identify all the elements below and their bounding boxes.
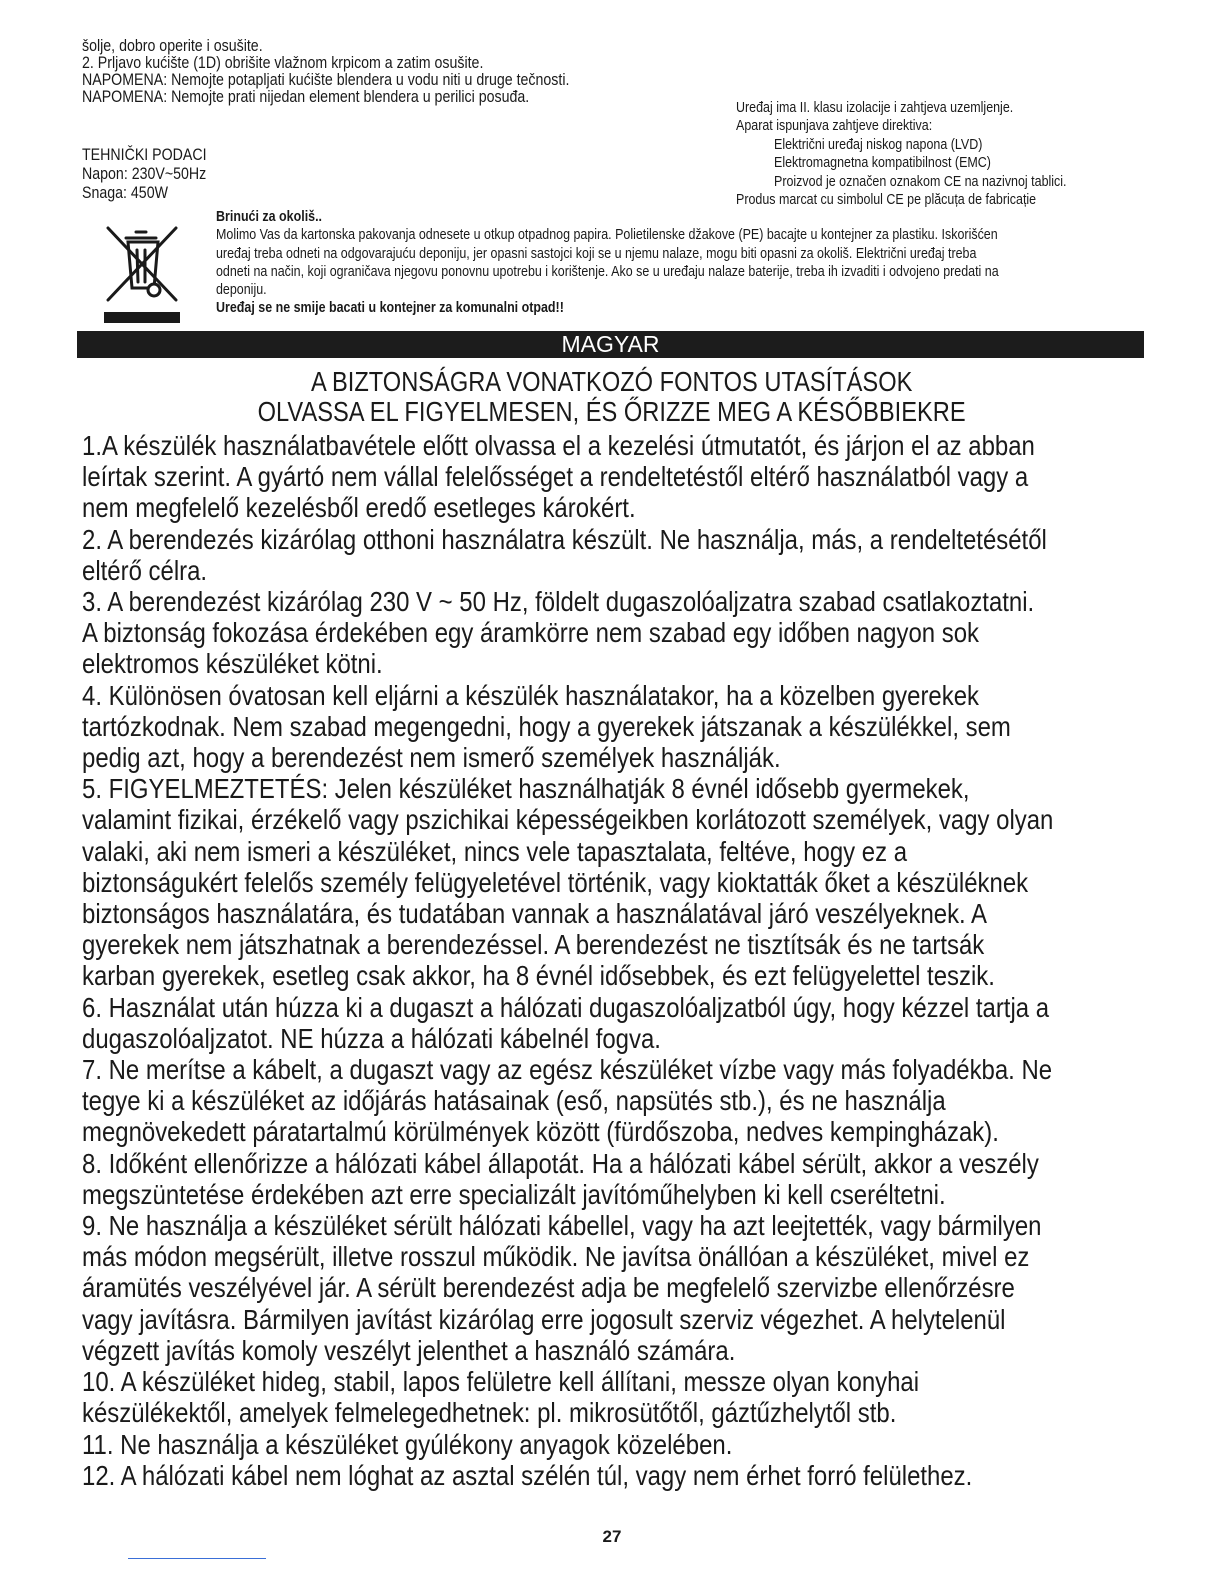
instruction-line: 10. A készüléket hideg, stabil, lapos felületre kell állítani, messze olyan konyhai [82, 1366, 920, 1398]
instruction-line: 4. Különösen óvatosan kell eljárni a készülék használatakor, ha a közelben gyerekek [82, 679, 979, 711]
safety-instructions [82, 430, 1218, 1491]
footer-rule [128, 1558, 266, 1559]
page-number: 27 [602, 1527, 622, 1546]
instruction-line: megszüntetése érdekében azt erre specializált javítóműhelyben ki kell cseréltetni. [82, 1178, 946, 1210]
instruction-line: pedig azt, hogy a berendezést nem ismerő személyek használják. [82, 742, 781, 774]
instruction-line: más módon megsérült, illetve rosszul működik. Ne javítsa önállóan a készüléket, mivel ez [82, 1241, 1030, 1273]
instruction-line: 8. Időként ellenőrizze a hálózati kábel állapotát. Ha a hálózati kábel sérült, akkor a veszély [82, 1147, 1039, 1179]
instruction-line: 7. Ne merítse a kábelt, a dugaszt vagy az egész készüléket vízbe vagy más folyadékba. Ne [82, 1054, 1053, 1086]
ce-marking-text: Proizvod je označen oznakom CE na nazivnoj tablici. [774, 173, 1067, 190]
instruction-line: eltérő célra. [82, 554, 208, 586]
disposal-warning: Uređaj se ne smije bacati u kontejner za komunalni otpad!! [216, 300, 564, 317]
instruction-line: leírtak szerint. A gyártó nem vállal felelősséget a rendeltetéstől eltérő használatból vagy a [82, 461, 1029, 493]
instruction-line: áramütés veszélyével jár. A sérült berendezést adja be megfelelő szervizbe ellenőrzésre [82, 1272, 1015, 1304]
compliance-block [736, 99, 1114, 209]
top-left-line: NAPOMENA: Nemojte prati nijedan element blendera u perilici posuđa. [82, 88, 530, 106]
instruction-line: 11. Ne használja a készüléket gyúlékony anyagok közelében. [82, 1428, 733, 1460]
environment-line: uređaj treba odneti na odgovarajuću deponiju, jer opasni sastojci koji se u njemu nalaze, mogu biti opasni za okoliš. Električni uređaj treba [216, 245, 977, 262]
insulation-class-text: Uređaj ima II. klasu izolacije i zahtjeva uzemljenje. [736, 100, 1014, 116]
instruction-line: vagy javításra. Bármilyen javítást kizárólag erre jogosult szerviz végezhet. A helytelenül [82, 1303, 1006, 1335]
environment-line: Molimo Vas da kartonska pakovanja odnesete u otkup otpadnog papira. Polietilenske džakove (PE) bacajte u kontejner za plastiku. Iskorišćen [216, 227, 998, 244]
instruction-line: karban gyerekek, esetleg csak akkor, ha 8 évnél idősebbek, és ezt felügyelettel teszik. [82, 960, 995, 992]
crossed-out-wheelie-bin-icon [104, 224, 180, 324]
directive-emc: Elektromagnetna kompatibilnost (EMC) [774, 155, 991, 172]
specs-heading: TEHNIČKI PODACI [82, 146, 207, 164]
environment-notice [216, 208, 1126, 318]
instruction-line: készülékektől, amelyek felmelegedhetnek: pl. mikrosütőtől, gáztűzhelytől stb. [82, 1397, 897, 1429]
instruction-line: elektromos készüléket kötni. [82, 648, 383, 680]
instruction-line: tartózkodnak. Nem szabad megengedni, hogy a gyerekek játszanak a készülékkel, sem [82, 710, 1011, 742]
instruction-line: 5. FIGYELMEZTETÉS: Jelen készüléket használhatják 8 évnél idősebb gyermekek, [82, 773, 970, 805]
instruction-line: nem megfelelő kezelésből eredő esetleges károkért. [82, 492, 636, 524]
instruction-line: 3. A berendezést kizárólag 230 V ~ 50 Hz, földelt dugaszolóaljzatra szabad csatlakoztatni. [82, 586, 1035, 618]
instruction-line: valaki, aki nem ismeri a készüléket, nincs vele tapasztalata, feltéve, hogy ez a [82, 835, 908, 867]
safety-title [0, 367, 1224, 427]
top-left-line: šolje, dobro operite i osušite. [82, 37, 263, 55]
instruction-line: megnövekedett páratartalmú körülmények között (fürdőszoba, nedves kempingházak). [82, 1116, 999, 1148]
directive-lvd: Električni uređaj niskog napona (LVD) [774, 136, 983, 153]
directives-intro: Aparat ispunjava zahtjeve direktiva: [736, 118, 933, 135]
ce-marking-ro-text: Produs marcat cu simbolul CE pe plăcuța de fabricație [736, 192, 1037, 209]
instruction-line: biztonságos használatára, és tudatában vannak a használatával járó veszélyeknek. A [82, 898, 987, 930]
top-left-text-block [82, 38, 649, 106]
safety-title-line2: OLVASSA EL FIGYELMESEN, ÉS ŐRIZZE MEG A KÉSŐBBIEKRE [258, 396, 966, 427]
language-section-bar: MAGYAR [77, 331, 1144, 358]
instruction-line: dugaszolóaljzatot. NE húzza a hálózati kábelnél fogva. [82, 1022, 661, 1054]
top-left-line: 2. Prljavo kućište (1D) obrišite vlažnom krpicom a zatim osušite. [82, 54, 484, 72]
specs-voltage: Napon: 230V~50Hz [82, 165, 207, 183]
instruction-line: 6. Használat után húzza ki a dugaszt a hálózati dugaszolóaljzatból úgy, hogy kézzel tartja a [82, 991, 1050, 1023]
instruction-line: biztonságukért felelős személy felügyeletével történik, vagy kioktatták őket a készüléknek [82, 866, 1029, 898]
environment-heading: Brinući za okoliš.. [216, 209, 323, 225]
instruction-line: valamint fizikai, érzékelő vagy pszichikai képességeikben korlátozott személyek, vagy olyan [82, 804, 1054, 836]
environment-line: odneti na način, koji ograničava njegovu ponovnu upotrebu i korištenje. Ako se u uređaju nalaze baterije, treba ih izvaditi i odvojeno predati na [216, 263, 999, 280]
instruction-line: gyerekek nem játszhatnak a berendezéssel. A berendezést ne tisztítsák és ne tartsák [82, 929, 985, 961]
technical-specs [82, 146, 227, 203]
environment-line: deponiju. [216, 282, 267, 299]
instruction-line: végzett javítás komoly veszélyt jelenthet a használó számára. [82, 1334, 736, 1366]
instruction-line: 12. A hálózati kábel nem lóghat az asztal szélén túl, vagy nem érhet forró felülethez. [82, 1459, 973, 1491]
instruction-line: tegye ki a készüléket az időjárás hatásainak (eső, napsütés stb.), és ne használja [82, 1085, 946, 1117]
specs-power: Snaga: 450W [82, 184, 168, 202]
instruction-line: A biztonság fokozása érdekében egy áramkörre nem szabad egy időben nagyon sok [82, 617, 980, 649]
top-left-line: NAPOMENA: Nemojte potapljati kućište blendera u vodu niti u druge tečnosti. [82, 71, 570, 89]
instruction-line: 9. Ne használja a készüléket sérült hálózati kábellel, vagy ha azt leejtették, vagy bármilyen [82, 1210, 1042, 1242]
safety-title-line1: A BIZTONSÁGRA VONATKOZÓ FONTOS UTASÍTÁSOK [311, 366, 913, 397]
instruction-line: 1.A készülék használatbavétele előtt olvassa el a kezelési útmutatót, és járjon el az abban [82, 430, 1035, 461]
instruction-line: 2. A berendezés kizárólag otthoni használatra készült. Ne használja, más, a rendeltetésétől [82, 523, 1047, 555]
